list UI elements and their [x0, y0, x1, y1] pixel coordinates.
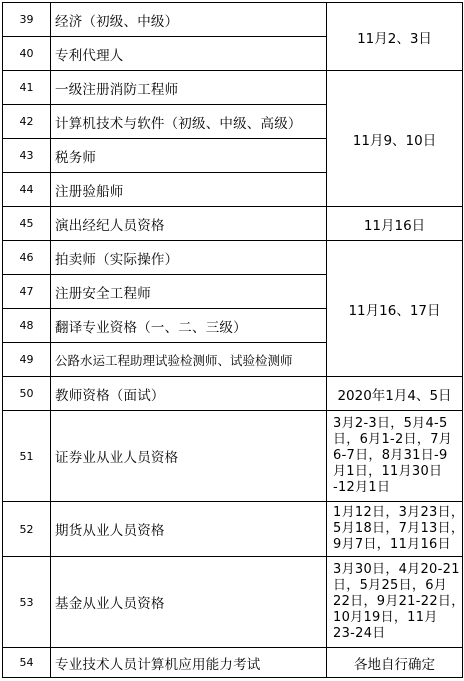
exam-date: 2020年1月4、5日 — [327, 377, 463, 411]
table-row — [3, 648, 463, 678]
exam-name: 税务师 — [51, 139, 327, 173]
row-number: 52 — [3, 502, 51, 557]
row-number: 48 — [3, 309, 51, 343]
row-number: 43 — [3, 139, 51, 173]
date-line: -12月1日 — [333, 480, 391, 495]
row-number: 45 — [3, 207, 51, 241]
row-number: 54 — [3, 648, 51, 678]
table-row — [3, 377, 463, 411]
date-line: 日，6月1-2日，7月 — [333, 432, 453, 447]
table-row — [3, 502, 463, 557]
date-line: 3月2-3日，5月4-5 — [333, 416, 448, 431]
row-number: 49 — [3, 343, 51, 377]
row-number: 39 — [3, 3, 51, 37]
row-number: 50 — [3, 377, 51, 411]
exam-name: 拍卖师（实际操作） — [51, 241, 327, 275]
row-number: 47 — [3, 275, 51, 309]
exam-name: 公路水运工程助理试验检测师、试验检测师 — [51, 343, 327, 377]
date-line: 1月12日，3月23日， — [333, 505, 464, 520]
exam-name: 基金从业人员资格 — [51, 557, 327, 648]
exam-name: 计算机技术与软件（初级、中级、高级） — [51, 105, 327, 139]
exam-date: 11月16日 — [327, 207, 463, 241]
table-row — [3, 557, 463, 648]
exam-date — [327, 557, 463, 648]
exam-date — [327, 502, 463, 557]
table-row — [3, 411, 463, 502]
exam-name: 注册安全工程师 — [51, 275, 327, 309]
exam-name: 注册验船师 — [51, 173, 327, 207]
row-number: 42 — [3, 105, 51, 139]
table-row — [3, 3, 463, 37]
date-line: 6-7日，8月31日-9 — [333, 448, 448, 463]
row-number: 40 — [3, 37, 51, 71]
date-line: 3月30日，4月20-21 — [333, 562, 460, 577]
row-number: 44 — [3, 173, 51, 207]
exam-name: 一级注册消防工程师 — [51, 71, 327, 105]
exam-date: 11月2、3日 — [327, 3, 463, 71]
exam-name: 教师资格（面试） — [51, 377, 327, 411]
exam-date: 各地自行确定 — [327, 648, 463, 678]
exam-name: 专利代理人 — [51, 37, 327, 71]
date-line: 22日，9月21-22日， — [333, 594, 464, 609]
row-number: 41 — [3, 71, 51, 105]
date-line: 5月18日，7月13日， — [333, 521, 464, 536]
exam-name: 经济（初级、中级） — [51, 3, 327, 37]
table-row — [3, 241, 463, 275]
exam-schedule-table — [2, 2, 463, 678]
date-line: 日，5月25日，6月 — [333, 578, 448, 593]
date-line: 23-24日 — [333, 626, 386, 641]
date-line: 月1日，11月30日 — [333, 464, 443, 479]
exam-name: 演出经纪人员资格 — [51, 207, 327, 241]
exam-name: 翻译专业资格（一、二、三级） — [51, 309, 327, 343]
exam-date: 11月9、10日 — [327, 71, 463, 207]
table-row — [3, 71, 463, 105]
exam-date — [327, 411, 463, 502]
row-number: 51 — [3, 411, 51, 502]
row-number: 53 — [3, 557, 51, 648]
exam-name: 证券业从业人员资格 — [51, 411, 327, 502]
date-line: 9月7日，11月16日 — [333, 537, 451, 552]
date-line: 10月19日，11月 — [333, 610, 438, 625]
table-row — [3, 207, 463, 241]
exam-name: 期货从业人员资格 — [51, 502, 327, 557]
row-number: 46 — [3, 241, 51, 275]
exam-date: 11月16、17日 — [327, 241, 463, 377]
exam-name: 专业技术人员计算机应用能力考试 — [51, 648, 327, 678]
